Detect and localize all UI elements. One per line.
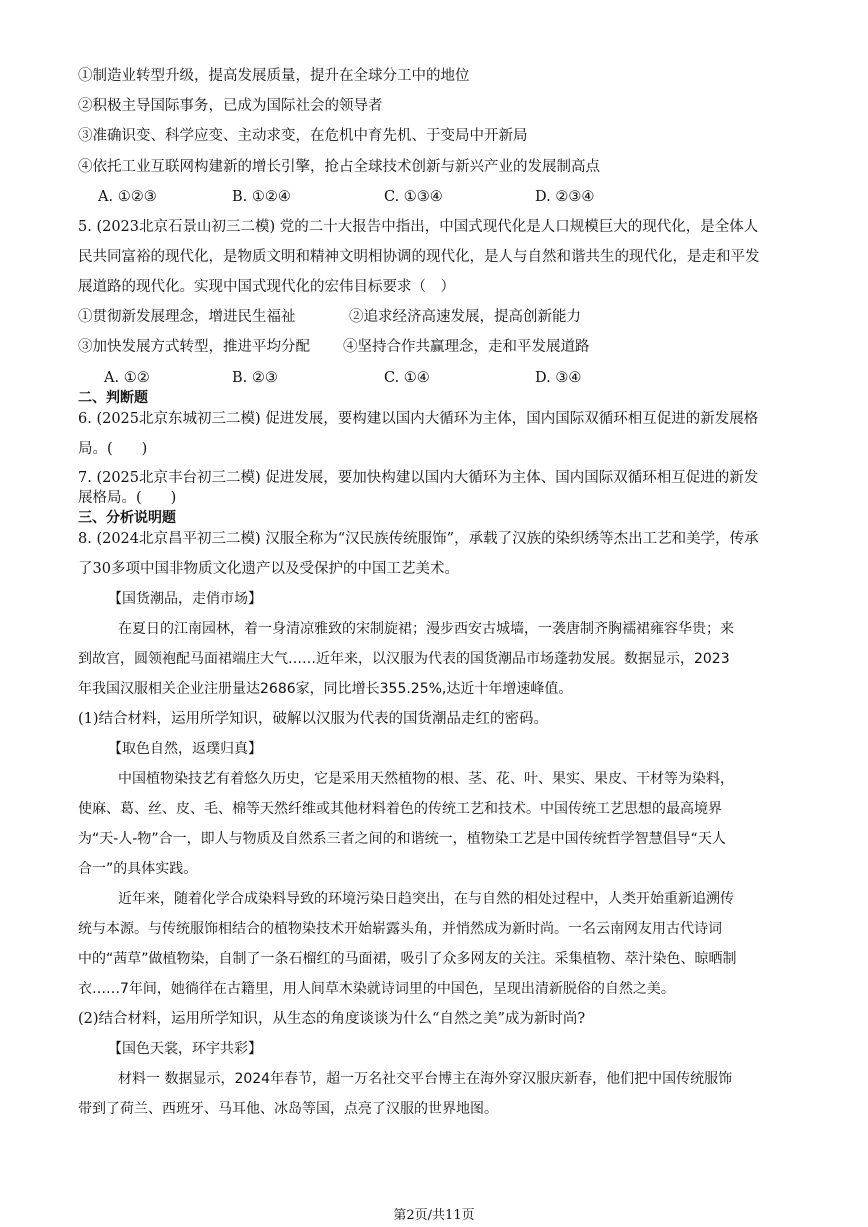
q4-item-4: ④依托工业互联网构建新的增长引擎，抢占全球技术创新与新兴产业的发展制高点 bbox=[78, 159, 600, 175]
q8-stem-line: 8. (2024北京昌平初三二模) 汉服全称为“汉民族传统服饰”，承载了汉族的染织绣等杰出工艺和美学，传承 bbox=[78, 531, 759, 547]
material-paragraph-line: 带到了荷兰、西班牙、马耳他、冰岛等国，点亮了汉服的世界地图。 bbox=[78, 1101, 498, 1117]
q4-option-a: A. ①②③ bbox=[98, 189, 157, 205]
material-paragraph-line: 合一”的具体实践。 bbox=[78, 861, 198, 877]
material-paragraph-line: 中国植物染技艺有着悠久历史，它是采用天然植物的根、茎、花、叶、果实、果皮、干材等为染料， bbox=[118, 771, 734, 787]
material-title-3: 【国色天裳，环宇共彩】 bbox=[108, 1041, 262, 1057]
material-title-1: 【国货潮品，走俏市场】 bbox=[108, 591, 262, 607]
material-paragraph-line: 在夏日的江南园林，着一身清凉雅致的宋制旋裙；漫步西安古城墙，一袭唐制齐胸襦裙雍容华贵；来 bbox=[118, 621, 734, 637]
q5-item-1: ①贯彻新发展理念，增进民生福祉 bbox=[78, 309, 296, 325]
q6-line: 局。( ) bbox=[78, 441, 148, 457]
material-paragraph-line: 中的“茜草”做植物染，自制了一条石榴红的马面裙，吸引了众多网友的关注。采集植物、萃汁染色、晾晒制 bbox=[78, 951, 737, 967]
q7-line: 7. (2025北京丰台初三二模) 促进发展，要加快构建以国内大循环为主体、国内国际双循环相互促进的新发 bbox=[78, 470, 759, 486]
q4-item-1: ①制造业转型升级，提高发展质量，提升在全球分工中的地位 bbox=[78, 68, 470, 84]
section-heading-judgement: 二、判断题 bbox=[78, 390, 148, 406]
material-paragraph-line: 材料一 数据显示，2024年春节，超一万名社交平台博主在海外穿汉服庆新春，他们把中国传统服饰 bbox=[118, 1071, 733, 1087]
q5-stem-line: 展道路的现代化。实现中国式现代化的宏伟目标要求（ ） bbox=[78, 279, 455, 295]
q5-option-b: B. ②③ bbox=[232, 370, 278, 386]
material-paragraph-line: 近年来，随着化学合成染料导致的环境污染日趋突出，在与自然的相处过程中，人类开始重新追溯传 bbox=[118, 891, 734, 907]
q5-option-d: D. ③④ bbox=[535, 370, 582, 386]
material-paragraph-line: 为“天-人-物”合一，即人与物质及自然系三者之间的和谐统一，植物染工艺是中国传统哲学智慧倡导“天人 bbox=[78, 831, 726, 847]
q5-option-a: A. ①② bbox=[104, 370, 150, 386]
material-paragraph-line: 衣……7年间，她徜徉在古籍里，用人间草木染就诗词里的中国色，呈现出清新脱俗的自然之美。 bbox=[78, 981, 675, 997]
sub-question-2: (2)结合材料，运用所学知识，从生态的角度谈谈为什么“自然之美”成为新时尚? bbox=[78, 1011, 586, 1027]
material-paragraph-line: 年我国汉服相关企业注册量达2686家，同比增长355.25%,达近十年增速峰值。 bbox=[78, 681, 573, 697]
q4-option-b: B. ①②④ bbox=[232, 189, 291, 205]
q5-item-3: ③加快发展方式转型，推进平均分配 bbox=[78, 339, 310, 355]
q4-item-3: ③准确识变、科学应变、主动求变，在危机中育先机、于变局中开新局 bbox=[78, 128, 528, 144]
q4-option-d: D. ②③④ bbox=[535, 189, 595, 205]
q5-item-2: ②追求经济高速发展，提高创新能力 bbox=[349, 309, 581, 325]
q8-stem-line: 了30多项中国非物质文化遗产以及受保护的中国工艺美术。 bbox=[78, 561, 459, 577]
material-title-2: 【取色自然，返璞归真】 bbox=[108, 741, 262, 757]
material-paragraph-line: 使麻、葛、丝、皮、毛、棉等天然纤维或其他材料着色的传统工艺和技术。中国传统工艺思想的最高境界 bbox=[78, 801, 722, 817]
q7-line: 展格局。( ) bbox=[78, 490, 177, 506]
material-paragraph-line: 统与本源。与传统服饰相结合的植物染技术开始崭露头角，并悄然成为新时尚。一名云南网友用古代诗词 bbox=[78, 921, 722, 937]
q6-line: 6. (2025北京东城初三二模) 促进发展，要构建以国内大循环为主体，国内国际双循环相互促进的新发展格 bbox=[78, 411, 759, 427]
q4-item-2: ②积极主导国际事务，已成为国际社会的领导者 bbox=[78, 98, 383, 114]
q5-item-4: ④坚持合作共赢理念，走和平发展道路 bbox=[343, 339, 590, 355]
material-paragraph-line: 到故宫，圆领袍配马面裙端庄大气……近年来，以汉服为代表的国货潮品市场蓬勃发展。数据显示，2023 bbox=[78, 651, 730, 667]
page-footer: 第2页/共11页 bbox=[393, 1208, 475, 1223]
section-heading-analysis: 三、分析说明题 bbox=[78, 510, 176, 526]
q5-stem-line: 5. (2023北京石景山初三二模) 党的二十大报告中指出，中国式现代化是人口规模巨大的现代化，是全体人 bbox=[78, 219, 759, 235]
q5-option-c: C. ①④ bbox=[384, 370, 430, 386]
q4-option-c: C. ①③④ bbox=[384, 189, 443, 205]
q5-stem-line: 民共同富裕的现代化，是物质文明和精神文明相协调的现代化，是人与自然和谐共生的现代化，是走和平发 bbox=[78, 249, 760, 265]
sub-question-1: (1)结合材料，运用所学知识，破解以汉服为代表的国货潮品走红的密码。 bbox=[78, 711, 549, 727]
